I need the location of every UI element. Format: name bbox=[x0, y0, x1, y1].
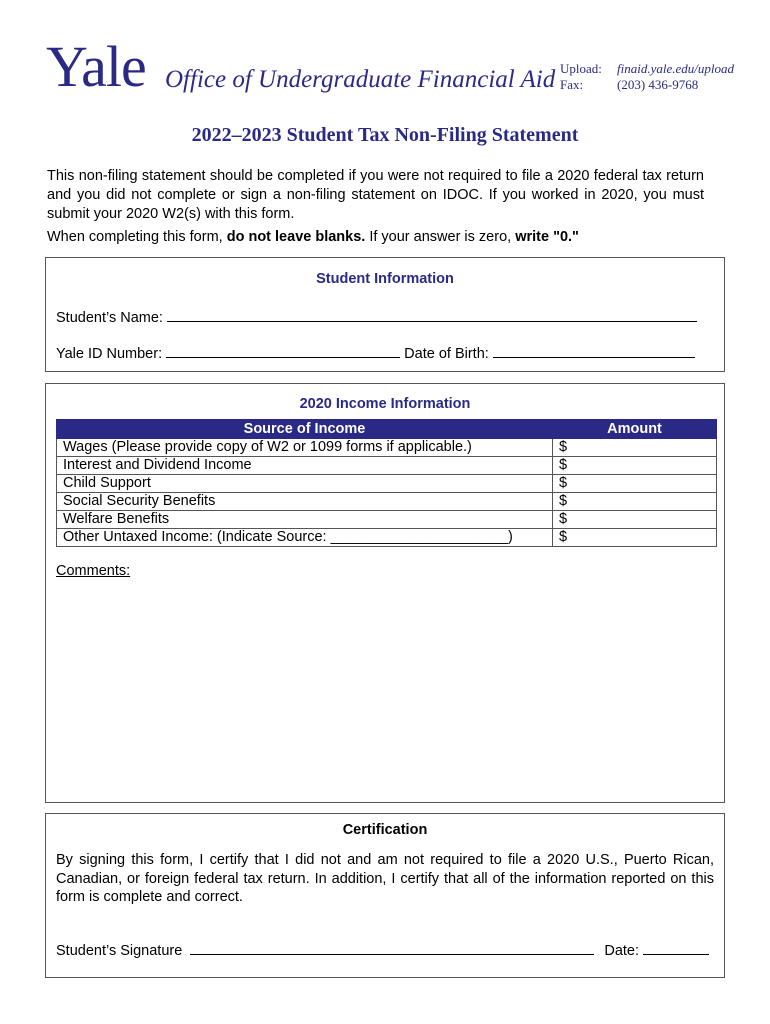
date-field[interactable] bbox=[643, 940, 709, 955]
intro-paragraph: This non-filing statement should be completed if you were not required to file a 2020 federal tax return and you did not complete or sign a non-filing statement on IDOC. If you worked in 2020, you must submit your 2020 W2(s) with this form. bbox=[47, 168, 704, 222]
income-source: Welfare Benefits bbox=[57, 511, 553, 529]
income-section bbox=[45, 383, 725, 803]
table-row bbox=[57, 493, 717, 511]
income-amount-field[interactable]: $ bbox=[553, 439, 717, 457]
certification-heading: Certification bbox=[342, 822, 428, 838]
instruction-prefix: When completing this form, bbox=[47, 229, 227, 245]
student-info-section bbox=[45, 257, 725, 372]
income-amount-field[interactable]: $ bbox=[553, 475, 717, 493]
fax-label: Fax: bbox=[560, 77, 584, 92]
student-name-label: Student’s Name: bbox=[56, 310, 163, 326]
dob-field[interactable] bbox=[493, 343, 695, 358]
upload-link[interactable]: finaid.yale.edu/upload bbox=[617, 61, 734, 76]
income-heading: 2020 Income Information bbox=[299, 396, 471, 412]
yale-id-label: Yale ID Number: bbox=[56, 346, 163, 362]
table-row bbox=[57, 511, 717, 529]
signature-label: Student’s Signature bbox=[56, 943, 183, 959]
income-table bbox=[56, 419, 717, 547]
student-name-row bbox=[56, 307, 697, 326]
col-source-header: Source of Income bbox=[57, 420, 553, 439]
income-amount-field[interactable]: $ bbox=[553, 511, 717, 529]
yale-id-field[interactable] bbox=[166, 343, 400, 358]
date-label: Date: bbox=[604, 943, 640, 959]
income-source: Child Support bbox=[57, 475, 553, 493]
instruction-bold-2: write "0." bbox=[515, 229, 579, 245]
page-title: 2022–2023 Student Tax Non-Filing Statement bbox=[191, 124, 579, 146]
upload-label: Upload: bbox=[560, 61, 602, 76]
col-amount-header: Amount bbox=[553, 420, 717, 439]
table-row bbox=[57, 475, 717, 493]
signature-row bbox=[56, 940, 709, 959]
id-dob-row bbox=[56, 343, 695, 362]
office-name: Office of Undergraduate Financial Aid bbox=[165, 66, 556, 93]
certification-section bbox=[45, 813, 725, 978]
income-source: Other Untaxed Income: (Indicate Source: ______________________) bbox=[57, 529, 553, 547]
income-amount-field[interactable]: $ bbox=[553, 457, 717, 475]
income-source: Interest and Dividend Income bbox=[57, 457, 553, 475]
contact-info bbox=[560, 61, 734, 93]
comments-label: Comments: bbox=[56, 563, 131, 579]
instruction-mid: If your answer is zero, bbox=[365, 229, 516, 245]
table-row bbox=[57, 457, 717, 475]
income-amount-field[interactable]: $ bbox=[553, 529, 717, 547]
student-info-heading: Student Information bbox=[316, 271, 454, 287]
student-name-field[interactable] bbox=[167, 307, 697, 322]
instruction-bold-1: do not leave blanks. bbox=[226, 229, 366, 245]
comments-area[interactable] bbox=[56, 582, 716, 794]
signature-field[interactable] bbox=[190, 940, 594, 955]
yale-logo: Yale bbox=[46, 34, 146, 99]
income-source: Social Security Benefits bbox=[57, 493, 553, 511]
table-row bbox=[57, 529, 717, 547]
income-amount-field[interactable]: $ bbox=[553, 493, 717, 511]
table-row bbox=[57, 439, 717, 457]
dob-label: Date of Birth: bbox=[404, 346, 489, 362]
fax-number: (203) 436-9768 bbox=[617, 77, 699, 92]
income-source: Wages (Please provide copy of W2 or 1099 forms if applicable.) bbox=[57, 439, 553, 457]
certification-text: By signing this form, I certify that I did not and am not required to file a 2020 U.S., Puerto Rican, Canadian, or foreign federal tax return. In addition, I certify that all of the information reported on this form is complete and correct. bbox=[56, 852, 714, 905]
instruction-line bbox=[47, 228, 704, 247]
